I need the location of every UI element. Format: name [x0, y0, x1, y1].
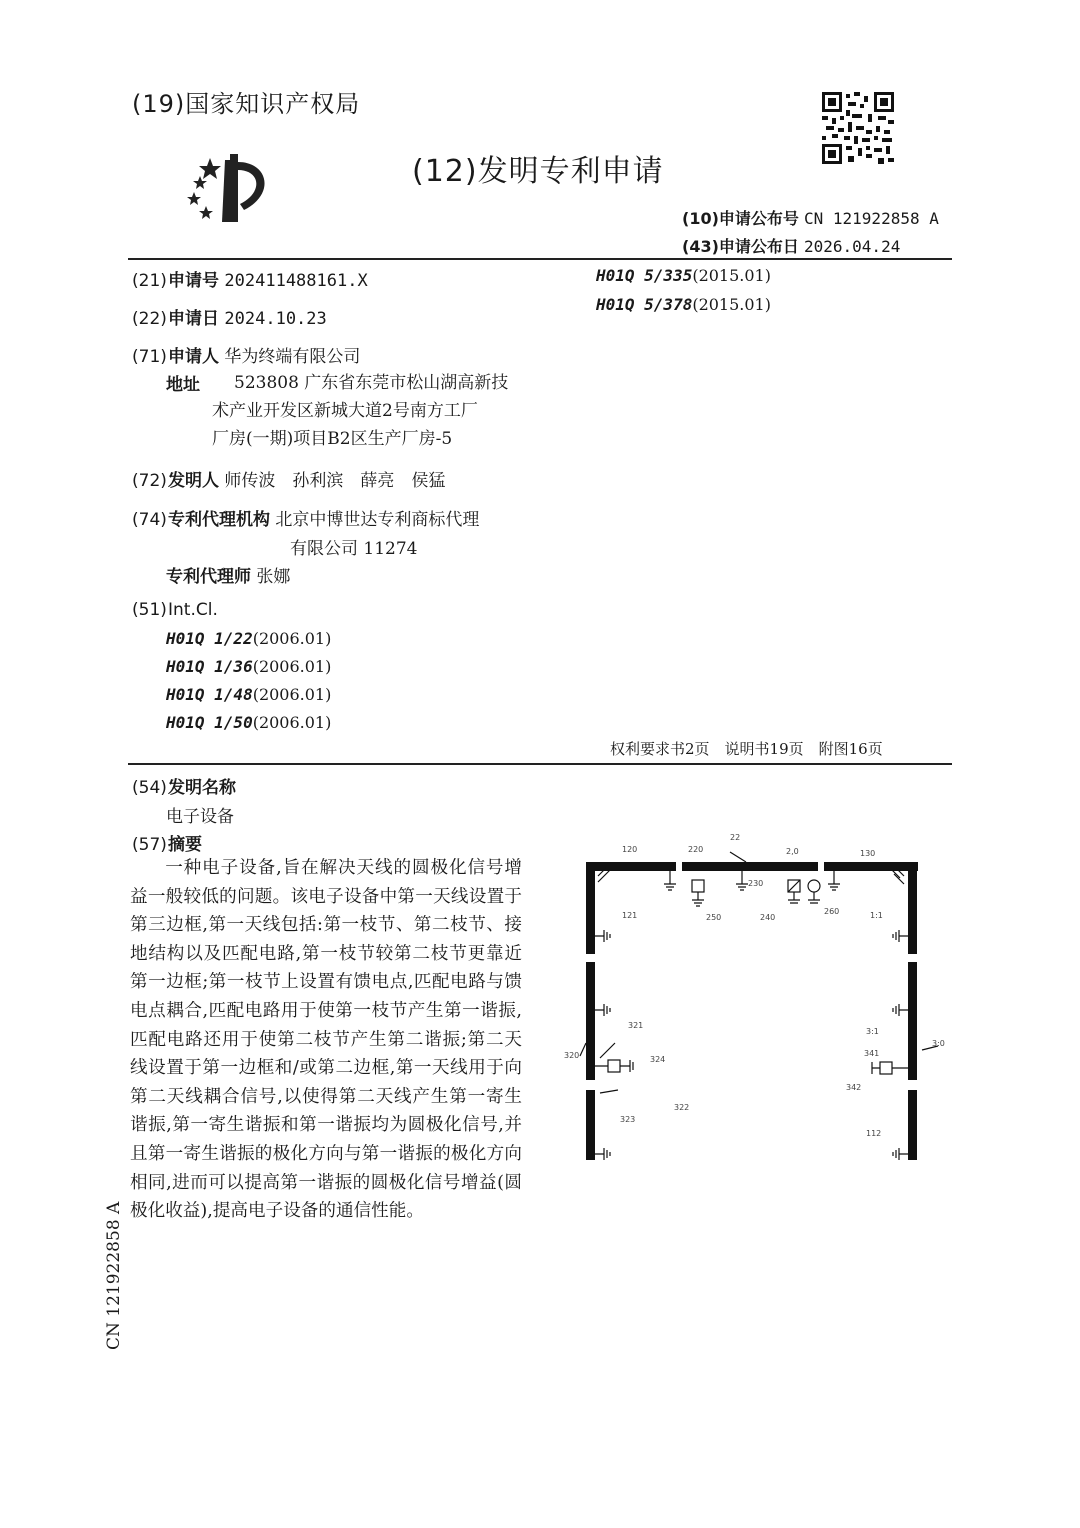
side-publication-number: CN 121922858 A [104, 1201, 124, 1350]
figure-label: 3:1 [866, 1027, 879, 1036]
figure-label: 324 [650, 1055, 666, 1064]
ipc-class: H01Q 5/335(2015.01) [596, 266, 771, 285]
title-heading: (54)发明名称 [132, 778, 236, 798]
address-line: 术产业开发区新城大道2号南方工厂 [212, 401, 478, 421]
header-divider [128, 258, 952, 260]
address-line: 523808 广东省东莞市松山湖高新技 [234, 373, 509, 393]
application-number: (21)申请号 202411488161.X [132, 271, 368, 291]
abstract-text: 一种电子设备,旨在解决天线的圆极化信号增益一般较低的问题。该电子设备中第一天线设置于第三边框,第一天线包括:第一枝节、第二枝节、接地结构以及匹配电路,第一枝节较第二枝节更靠近第一边框;第一枝节上设置有馈电点,匹配电路与馈电点耦合,匹配电路用于使第一枝节产生第一谐振,匹配电路还用于使第二枝节产生第二谐振;第二天线设置于第一边框和/或第二边框,第一天线用于向第二天线耦合信号,以使得第二天线产生第一寄生谐振,第一寄生谐振和第一谐振均为圆极化信号,并且第一寄生谐振的极化方向与第一谐振的极化方向相同,进而可以提高第一谐振的圆极化信号增益(圆极化收益),提高电子设备的通信性能。 [130, 858, 522, 1222]
int-cl-heading: (51)Int.Cl. [132, 600, 218, 620]
cnipa-logo [180, 148, 280, 228]
page-count: 权利要求书2页 说明书19页 附图16页 [610, 740, 883, 758]
antenna-diagram [564, 828, 960, 1168]
antenna-figure [564, 828, 960, 1168]
figure-label: 112 [866, 1129, 882, 1138]
inventors: (72)发明人 师传波 孙利滨 薛亮 侯猛 [132, 471, 446, 491]
figure-label: 130 [860, 849, 876, 858]
ipc-class: H01Q 1/50(2006.01) [166, 713, 332, 732]
abstract-heading: (57)摘要 [132, 835, 202, 855]
figure-label: 230 [748, 879, 764, 888]
figure-label: 322 [674, 1103, 690, 1112]
figure-label: 1:1 [870, 911, 883, 920]
document-type: (12)发明专利申请 [412, 154, 664, 189]
figure-label: 341 [864, 1049, 880, 1058]
figure-label: 321 [628, 1021, 644, 1030]
address-label: 地址 [166, 375, 200, 395]
figure-label: 250 [706, 913, 722, 922]
application-date: (22)申请日 2024.10.23 [132, 309, 327, 329]
patent-agency-line2: 有限公司 11274 [290, 539, 418, 559]
biblio-divider [128, 763, 952, 765]
figure-label: 320 [564, 1051, 580, 1060]
figure-label: 22 [730, 833, 741, 842]
invention-title: 电子设备 [166, 807, 234, 827]
address-line: 厂房(一期)项目B2区生产厂房-5 [212, 429, 453, 449]
applicant: (71)申请人 华为终端有限公司 [132, 347, 361, 367]
figure-label: 323 [620, 1115, 636, 1124]
ipc-class: H01Q 1/22(2006.01) [166, 629, 332, 648]
publication-number: (10)申请公布号 CN 121922858 A [682, 209, 939, 228]
publication-date: (43)申请公布日 2026.04.24 [682, 237, 901, 256]
ipc-class: H01Q 5/378(2015.01) [596, 295, 771, 314]
figure-label: 342 [846, 1083, 862, 1092]
figure-label: 3:0 [932, 1039, 945, 1048]
patent-agency: (74)专利代理机构 北京中博世达专利商标代理 [132, 510, 480, 530]
figure-label: 121 [622, 911, 638, 920]
figure-label: 120 [622, 845, 638, 854]
address [212, 369, 532, 453]
ipc-class: H01Q 1/48(2006.01) [166, 685, 332, 704]
figure-label: 240 [760, 913, 776, 922]
figure-label: 260 [824, 907, 840, 916]
figure-label: 220 [688, 845, 704, 854]
office-name: (19)国家知识产权局 [132, 90, 361, 118]
patent-agent: 专利代理师 张娜 [166, 567, 291, 587]
qr-code [822, 92, 894, 164]
figure-label: 2,0 [786, 847, 799, 856]
ipc-class: H01Q 1/36(2006.01) [166, 657, 332, 676]
